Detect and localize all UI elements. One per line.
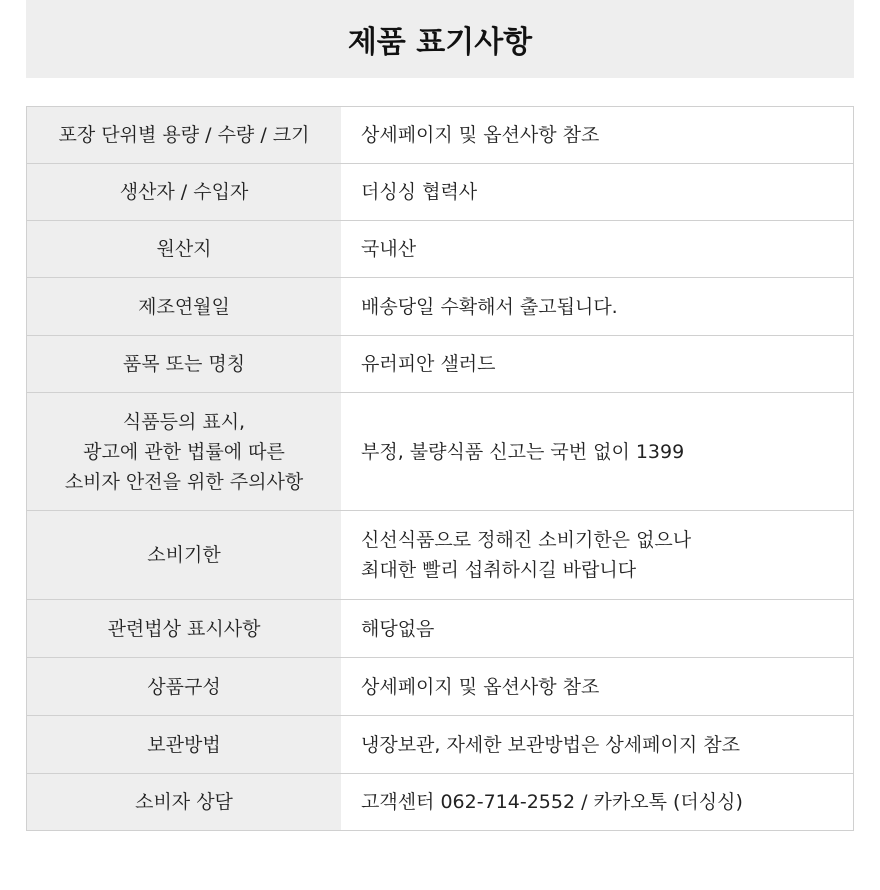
product-info-table [26, 106, 854, 831]
row-label-line: 소비기한 [147, 544, 221, 566]
table-row [27, 164, 854, 221]
row-label [27, 107, 342, 164]
table-row [27, 393, 854, 511]
row-value-line: 최대한 빨리 섭취하시길 바랍니다 [361, 559, 637, 581]
row-label [27, 221, 342, 278]
row-value-line: 냉장보관, 자세한 보관방법은 상세페이지 참조 [361, 733, 740, 756]
row-value-line: 유러피안 샐러드 [361, 353, 496, 375]
title-bar [26, 0, 854, 78]
row-value [341, 107, 854, 164]
row-label-line: 광고에 관한 법률에 따른 [83, 440, 285, 463]
row-label-line: 품목 또는 명칭 [122, 353, 246, 375]
row-label [27, 336, 342, 393]
row-label-line: 포장 단위별 용량 / 수량 / 크기 [58, 124, 310, 146]
row-value-line: 부정, 불량식품 신고는 국번 없이 1399 [361, 440, 685, 463]
row-label-line: 원산지 [156, 238, 212, 260]
table-row [27, 716, 854, 774]
row-value [341, 221, 854, 278]
row-label-line: 생산자 / 수입자 [119, 181, 249, 203]
row-label-line: 소비자 안전을 위한 주의사항 [64, 470, 304, 493]
row-value [341, 278, 854, 336]
table-row [27, 107, 854, 164]
row-value-line: 국내산 [361, 238, 417, 260]
row-label-line: 소비자 상담 [135, 791, 233, 813]
table-row [27, 336, 854, 393]
row-value [341, 164, 854, 221]
table-row [27, 221, 854, 278]
row-value-line: 더싱싱 협력사 [361, 181, 478, 203]
row-value [341, 658, 854, 716]
page-title: 제품 표기사항 [347, 25, 533, 60]
row-value-line: 배송당일 수확해서 출고됩니다. [361, 295, 618, 318]
row-value [341, 716, 854, 774]
table-row [27, 774, 854, 831]
row-value [341, 774, 854, 831]
row-label-line: 상품구성 [147, 675, 221, 698]
row-label [27, 511, 342, 600]
product-info-body [27, 107, 854, 831]
row-label [27, 774, 342, 831]
row-value [341, 393, 854, 511]
row-label [27, 278, 342, 336]
row-value-line: 상세페이지 및 옵션사항 참조 [361, 675, 600, 698]
row-label-line: 보관방법 [147, 733, 221, 756]
row-label-line: 관련법상 표시사항 [107, 617, 261, 640]
row-value [341, 511, 854, 600]
row-value [341, 336, 854, 393]
row-label [27, 393, 342, 511]
row-value-line: 신선식품으로 정해진 소비기한은 없으나 [361, 529, 692, 551]
table-row [27, 658, 854, 716]
row-value [341, 600, 854, 658]
row-value-line: 해당없음 [361, 617, 435, 640]
row-label [27, 600, 342, 658]
row-value-line: 상세페이지 및 옵션사항 참조 [361, 124, 600, 146]
row-label [27, 164, 342, 221]
row-label-line: 식품등의 표시, [122, 410, 246, 433]
table-row [27, 511, 854, 600]
table-row [27, 600, 854, 658]
table-row [27, 278, 854, 336]
row-value-line: 고객센터 062-714-2552 / 카카오톡 (더싱싱) [361, 791, 743, 813]
row-label [27, 716, 342, 774]
row-label [27, 658, 342, 716]
row-label-line: 제조연월일 [138, 295, 230, 318]
